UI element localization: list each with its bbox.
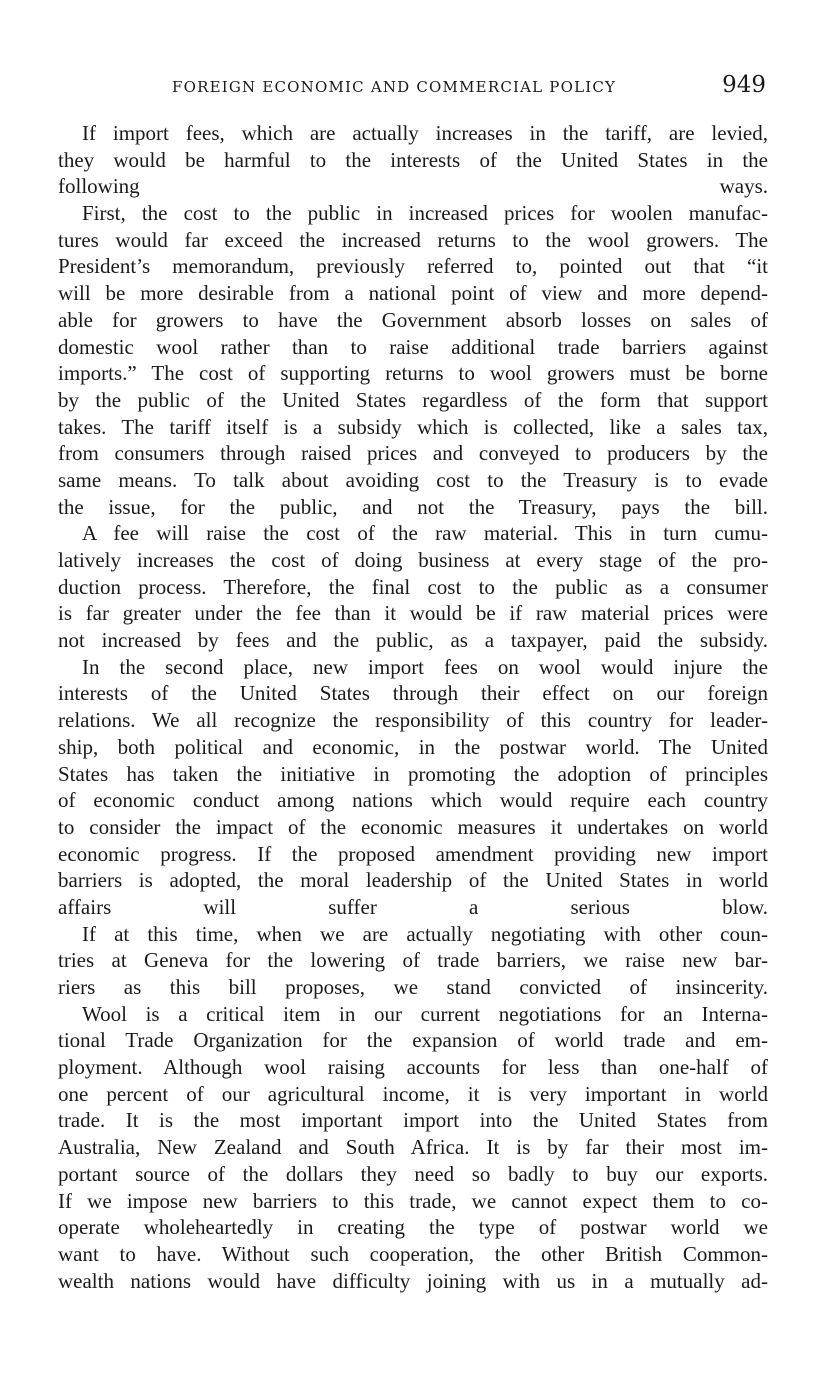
- text-line: they would be harmful to the interests of the United States in the: [58, 147, 768, 172]
- text-line: economic progress. If the proposed amendment providing new import: [58, 841, 768, 866]
- text-line: First, the cost to the public in increased prices for woolen manufac-: [82, 201, 768, 226]
- paragraph-raw-material-fee: [58, 520, 768, 653]
- text-line: the issue, for the public, and not the Treasury, pays the bill.: [58, 494, 768, 519]
- text-line: President’s memorandum, previously referred to, pointed out that “it: [58, 254, 768, 279]
- text-line: ship, both political and economic, in the postwar world. The United: [58, 734, 768, 759]
- paragraph-geneva-negotiations: [58, 921, 768, 1001]
- running-head: [58, 72, 768, 108]
- text-line: operate wholeheartedly in creating the type of postwar world we: [58, 1215, 768, 1240]
- text-line: riers as this bill proposes, we stand convicted of insincerity.: [58, 975, 768, 999]
- paragraph-cost-to-public: [58, 200, 768, 520]
- text-line: If import fees, which are actually increases in the tariff, are levied,: [82, 121, 768, 145]
- text-line: Wool is a critical item in our current negotiations for an Interna-: [82, 1001, 768, 1026]
- text-line: trade. It is the most important import into the United States from: [58, 1108, 768, 1133]
- text-line: able for growers to have the Government absorb losses on sales of: [58, 307, 768, 332]
- text-line: In the second place, new import fees on wool would injure the: [82, 654, 768, 679]
- text-line: domestic wool rather than to raise additional trade barriers against: [58, 334, 768, 359]
- text-line: following ways.: [58, 174, 768, 199]
- text-line: If at this time, when we are actually negotiating with other coun-: [82, 921, 768, 946]
- running-title: FOREIGN ECONOMIC AND COMMERCIAL POLICY: [172, 78, 617, 96]
- text-line: relations. We all recognize the responsibility of this country for leader-: [58, 708, 768, 733]
- text-line: latively increases the cost of doing business at every stage of the pro-: [58, 548, 768, 572]
- text-line: interests of the United States through their effect on our foreign: [58, 681, 768, 706]
- text-line: Australia, New Zealand and South Africa. It is by far their most im-: [58, 1135, 768, 1160]
- text-line: one percent of our agricultural income, it is very important in world: [58, 1081, 768, 1106]
- text-line: imports.” The cost of supporting returns to wool growers must be borne: [58, 361, 768, 386]
- text-line: affairs will suffer a serious blow.: [58, 894, 768, 919]
- text-line: tries at Geneva for the lowering of trade barriers, we raise new bar-: [58, 948, 768, 973]
- paragraph-foreign-relations: [58, 654, 768, 921]
- text-line: duction process. Therefore, the final cost to the public as a consumer: [58, 574, 768, 599]
- text-line: not increased by fees and the public, as a taxpayer, paid the subsidy.: [58, 628, 768, 653]
- page-number: 949: [722, 72, 766, 98]
- text-line: same means. To talk about avoiding cost to the Treasury is to evade: [58, 467, 768, 492]
- text-line: ployment. Although wool raising accounts for less than one-half of: [58, 1055, 768, 1080]
- text-line: from consumers through raised prices and conveyed to producers by the: [58, 441, 768, 466]
- text-line: barriers is adopted, the moral leadership of the United States in world: [58, 868, 768, 893]
- text-line: States has taken the initiative in promoting the adoption of principles: [58, 761, 768, 786]
- text-line: tures would far exceed the increased returns to the wool growers. The: [58, 227, 768, 252]
- text-line: tional Trade Organization for the expansion of world trade and em-: [58, 1028, 768, 1053]
- text-line: of economic conduct among nations which would require each country: [58, 788, 768, 813]
- text-line: If we impose new barriers to this trade, we cannot expect them to co-: [58, 1188, 768, 1213]
- text-line: to consider the impact of the economic measures it undertakes on world: [58, 814, 768, 839]
- text-line: takes. The tariff itself is a subsidy which is collected, like a sales tax,: [58, 414, 768, 439]
- paragraph-wool-critical-item: [58, 1001, 768, 1295]
- body-text: [58, 120, 768, 1294]
- text-line: portant source of the dollars they need so badly to buy our exports.: [58, 1161, 768, 1186]
- text-line: is far greater under the fee than it would be if raw material prices were: [58, 601, 768, 626]
- text-line: wealth nations would have difficulty joining with us in a mutually ad-: [58, 1268, 768, 1293]
- text-line: will be more desirable from a national point of view and more depend-: [58, 281, 768, 306]
- paragraph-import-fees: [58, 120, 768, 200]
- text-line: want to have. Without such cooperation, the other British Common-: [58, 1241, 768, 1266]
- text-line: A fee will raise the cost of the raw material. This in turn cumu-: [82, 521, 768, 546]
- text-line: by the public of the United States regardless of the form that support: [58, 387, 768, 412]
